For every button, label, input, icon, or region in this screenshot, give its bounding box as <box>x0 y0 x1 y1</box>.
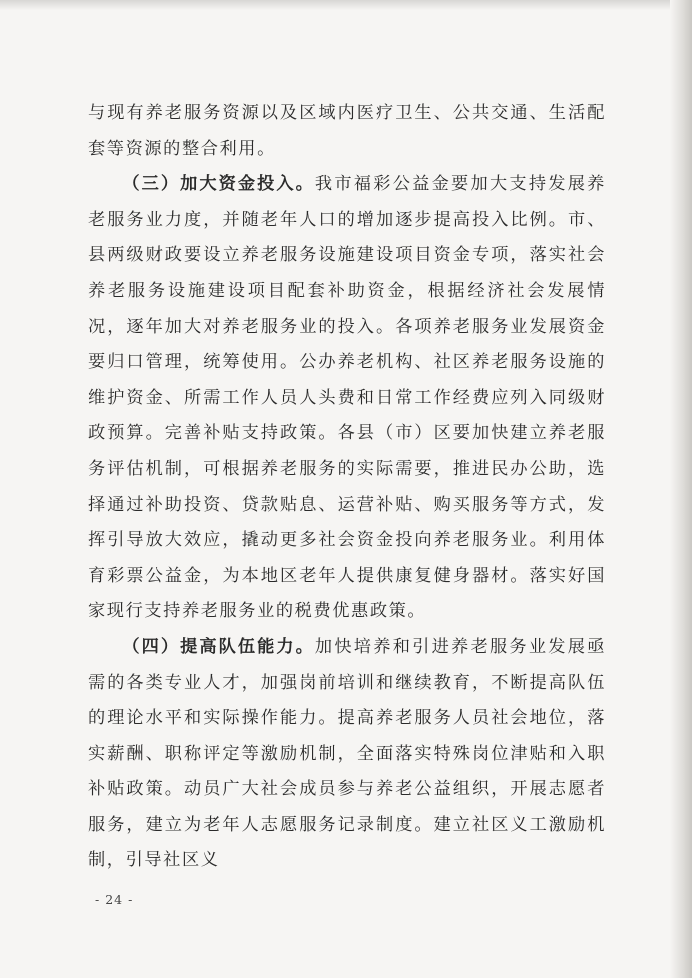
paragraph-text: 与现有养老服务资源以及区域内医疗卫生、公共交通、生活配套等资源的整合利用。 <box>88 103 606 159</box>
paragraph-continuation <box>88 96 606 167</box>
paragraph-section-three <box>88 167 606 630</box>
paragraph-text: 我市福彩公益金要加大支持发展养老服务业力度，并随老年人口的增加逐步提高投入比例。市、县两级财政要设立养老服务设施建设项目资金专项，落实社会养老服务设施建设项目配套补助资金，根据经济社会发展情况，逐年加大对养老服务业的投入。各项养老服务业发展资金要归口管理，统筹使用。公办养老机构、社区养老服务设施的维护资金、所需工作人员人头费和日常工作经费应列入同级财政预算。完善补贴支持政策。各县（市）区要加快建立养老服务评估机制，可根据养老服务的实际需要，推进民办公助，选择通过补助投资、贷款贴息、运营补贴、购买服务等方式，发挥引导放大效应，撬动更多社会资金投向养老服务业。利用体育彩票公益金，为本地区老年人提供康复健身器材。落实好国家现行支持养老服务业的税费优惠政策。 <box>88 174 606 622</box>
document-body <box>88 96 606 879</box>
scan-edge-right <box>670 0 692 978</box>
paragraph-text: 加快培养和引进养老服务业发展亟需的各类专业人才，加强岗前培训和继续教育，不断提高队伍的理论水平和实际操作能力。提高养老服务人员社会地位，落实薪酬、职称评定等激励机制，全面落实特殊岗位津贴和入职补贴政策。动员广大社会成员参与养老公益组织，开展志愿者服务，建立为老年人志愿服务记录制度。建立社区义工激励机制，引导社区义 <box>88 636 606 871</box>
section-heading-four: （四）提高队伍能力。 <box>122 636 315 657</box>
scan-edge-top <box>0 0 692 10</box>
paragraph-section-four <box>88 630 606 879</box>
section-heading-three: （三）加大资金投入。 <box>122 174 315 195</box>
page-number: - 24 - <box>95 892 134 907</box>
